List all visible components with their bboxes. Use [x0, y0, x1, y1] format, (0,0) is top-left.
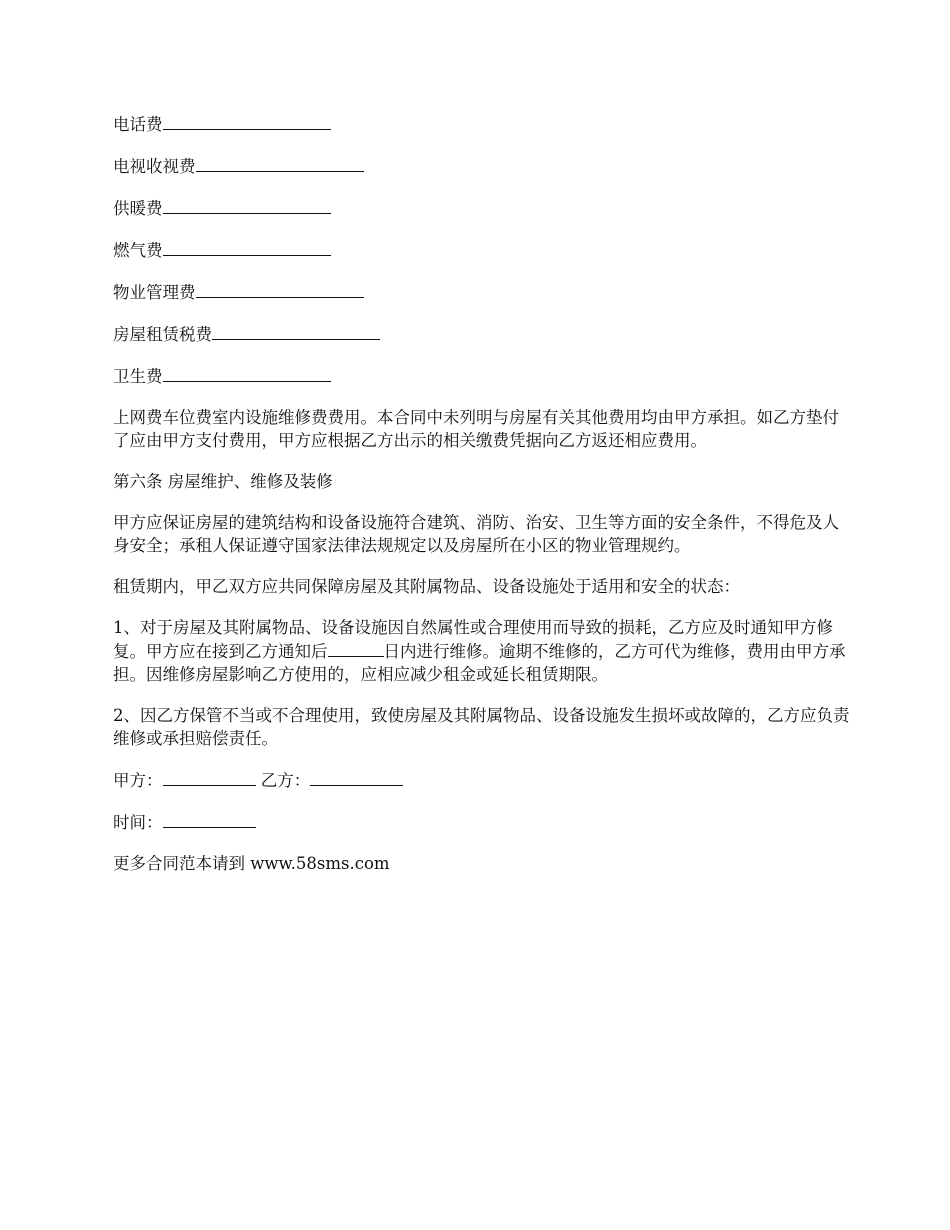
fee-label: 电话费	[113, 115, 163, 134]
fee-label: 卫生费	[113, 367, 163, 386]
fill-in-blank[interactable]	[163, 196, 331, 214]
article-paragraph: 租赁期内，甲乙双方应共同保障房屋及其附属物品、设备设施处于适用和安全的状态：	[113, 577, 740, 596]
party-a-label: 甲方：	[113, 771, 163, 790]
fill-in-blank[interactable]	[163, 364, 331, 382]
fee-label: 供暖费	[113, 199, 163, 218]
signature-time-line	[113, 810, 853, 834]
article-clause-1	[113, 616, 853, 686]
fill-in-blank[interactable]	[196, 154, 364, 172]
party-a-blank[interactable]	[163, 768, 256, 786]
fee-label: 燃气费	[113, 241, 163, 260]
fill-in-blank[interactable]	[212, 322, 380, 340]
footer-text: 更多合同范本请到 www.58sms.com	[113, 854, 390, 873]
fee-line-sanitation	[113, 364, 853, 388]
clause-text: 日内进行维修。逾期不维修的，乙方可代为维修，费用由甲方承担。因维修房屋影响乙方使用的，应相应减少租金或延长租赁期限。	[113, 642, 846, 684]
days-blank[interactable]	[328, 639, 384, 657]
contract-body	[113, 112, 853, 893]
fee-line-property-management	[113, 280, 853, 304]
party-b-label: 乙方：	[260, 771, 311, 790]
fill-in-blank[interactable]	[163, 112, 331, 130]
time-label: 时间：	[113, 813, 163, 832]
clause-text: 1、对于房屋及其附属物品、设备设施因自然属性或合理使用而导致的损耗，乙方应及时通知甲方修复。甲方应在接到乙方通知后	[113, 618, 833, 661]
article-clause-2: 2、因乙方保管不当或不合理使用，致使房屋及其附属物品、设备设施发生损坏或故障的，乙方应负责维修或承担赔偿责任。	[113, 706, 850, 748]
fee-label: 房屋租赁税费	[113, 325, 212, 344]
article-paragraph: 甲方应保证房屋的建筑结构和设备设施符合建筑、消防、治安、卫生等方面的安全条件，不得危及人身安全；承租人保证遵守国家法律法规规定以及房屋所在小区的物业管理规约。	[113, 513, 839, 555]
fee-line-heating	[113, 196, 853, 220]
fee-line-rental-tax	[113, 322, 853, 346]
time-blank[interactable]	[163, 810, 256, 828]
fee-label: 电视收视费	[113, 157, 196, 176]
other-fees-paragraph: 上网费车位费室内设施维修费费用。本合同中未列明与房屋有关其他费用均由甲方承担。如乙方垫付了应由甲方支付费用，甲方应根据乙方出示的相关缴费凭据向乙方返还相应费用。	[113, 408, 839, 450]
fill-in-blank[interactable]	[163, 238, 331, 256]
article-heading: 第六条 房屋维护、维修及装修	[113, 472, 333, 491]
party-b-blank[interactable]	[310, 768, 403, 786]
fee-line-phone	[113, 112, 853, 136]
signature-parties-line	[113, 768, 853, 792]
fee-label: 物业管理费	[113, 283, 196, 302]
fee-line-tv	[113, 154, 853, 178]
fee-line-gas	[113, 238, 853, 262]
fill-in-blank[interactable]	[196, 280, 364, 298]
